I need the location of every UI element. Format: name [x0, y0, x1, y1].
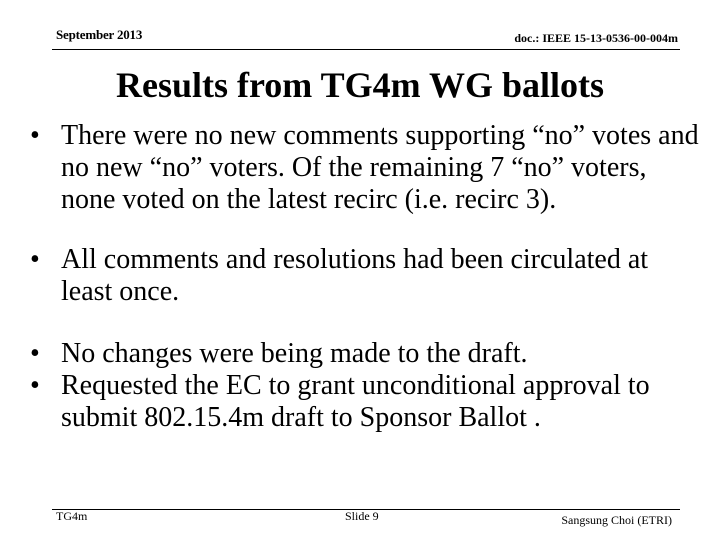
header-date: September 2013	[56, 27, 143, 42]
bullet-item	[30, 338, 700, 370]
bullet-glyph: •	[30, 244, 40, 275]
bullet-text: No changes were being made to the draft.	[61, 338, 528, 369]
bullet-list	[30, 120, 700, 434]
bullet-item	[30, 120, 700, 216]
bullet-text: There were no new comments supporting “no” votes and no new “no” voters. Of the remaining 7 “no” voters, none voted on the latest recirc (i.e. recirc 3).	[61, 120, 699, 215]
footer-left: TG4m	[56, 509, 88, 523]
bullet-item	[30, 370, 700, 434]
header-divider	[52, 49, 680, 50]
header-doc-id: doc.: IEEE 15-13-0536-00-004m	[514, 31, 678, 45]
bullet-text: Requested the EC to grant unconditional approval to submit 802.15.4m draft to Sponsor Ballot .	[61, 370, 650, 433]
footer-slide-number: Slide 9	[345, 509, 379, 523]
bullet-text: All comments and resolutions had been circulated at least once.	[61, 244, 649, 307]
bullet-glyph: •	[30, 120, 40, 151]
footer-author: Sangsung Choi (ETRI)	[561, 513, 672, 527]
slide-title: Results from TG4m WG ballots	[115, 65, 605, 105]
bullet-item	[30, 244, 700, 308]
bullet-glyph: •	[30, 338, 40, 369]
bullet-glyph: •	[30, 370, 40, 401]
